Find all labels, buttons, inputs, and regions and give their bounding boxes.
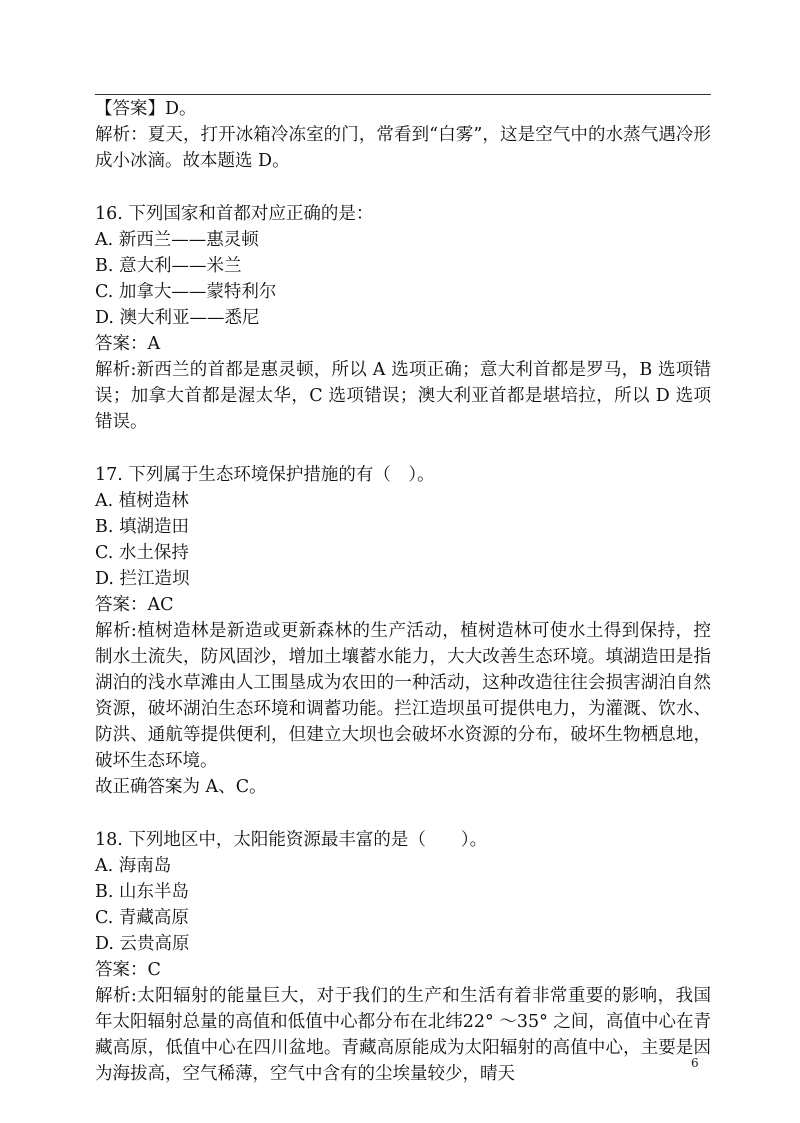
q16-option-b: B. 意大利——米兰 — [95, 256, 242, 276]
q16-option-a: A. 新西兰——惠灵顿 — [95, 230, 259, 250]
spacer — [95, 174, 711, 201]
q17-option-d: D. 拦江造坝 — [95, 569, 190, 589]
q17-conclusion: 故正确答案为 A、C。 — [95, 777, 267, 797]
q18-option-d: D. 云贵高原 — [95, 934, 190, 954]
page-content — [95, 96, 711, 1087]
q16-option-d: D. 澳大利亚——悉尼 — [95, 308, 260, 328]
q16-option-c: C. 加拿大——蒙特利尔 — [95, 282, 277, 302]
q17-answer: 答案：AC — [95, 595, 174, 615]
page-number: 6 — [691, 1056, 699, 1070]
header-rule — [95, 94, 711, 95]
q16-answer: 答案：A — [95, 334, 161, 354]
spacer — [95, 800, 711, 827]
q17-explanation: 解析:植树造林是新造或更新森林的生产活动，植树造林可使水土得到保持，控制水土流失，防风固沙，增加土壤蓄水能力，大大改善生态环境。填湖造田是指湖泊的浅水草滩由人工围垦成为农田的一种活动，这种改造往往会损害湖泊自然资源，破坏湖泊生态环境和调蓄功能。拦江造坝虽可提供电力，为灌溉、饮水、防洪、通航等提供便利，但建立大坝也会破坏水资源的分布，破坏生物栖息地，破坏生态环境。 — [95, 621, 711, 771]
q16-explanation: 解析:新西兰的首都是惠灵顿，所以 A 选项正确；意大利首都是罗马，B 选项错误；加拿大首都是渥太华，C 选项错误；澳大利亚首都是堪培拉，所以 D 选项错误。 — [95, 360, 711, 432]
q18-option-b: B. 山东半岛 — [95, 882, 189, 902]
q17-option-a: A. 植树造林 — [95, 491, 189, 511]
q18-answer: 答案：C — [95, 960, 161, 980]
q18-explanation: 解析:太阳辐射的能量巨大，对于我们的生产和生活有着非常重要的影响，我国年太阳辐射总量的高值和低值中心都分布在北纬22° ～35° 之间，高值中心在青藏高原，低值中心在四川盆地。青藏高原能成为太阳辐射的高值中心，主要是因为海拔高，空气稀薄，空气中含有的尘埃量较少，晴天 — [95, 986, 711, 1084]
q17-option-c: C. 水土保持 — [95, 543, 189, 563]
q15-answer: 【答案】D。 — [95, 99, 197, 119]
q17-question: 17. 下列属于生态环境保护措施的有（ ）。 — [95, 465, 435, 485]
q16-question: 16. 下列国家和首都对应正确的是： — [95, 204, 374, 224]
q18-option-a: A. 海南岛 — [95, 856, 172, 876]
q17-option-b: B. 填湖造田 — [95, 517, 189, 537]
spacer — [95, 435, 711, 462]
q15-explanation: 解析：夏天，打开冰箱冷冻室的门，常看到“白雾”，这是空气中的水蒸气遇冷形成小冰滴。故本题选 D。 — [95, 125, 711, 171]
q18-option-c: C. 青藏高原 — [95, 908, 189, 928]
q18-question: 18. 下列地区中，太阳能资源最丰富的是（ ）。 — [95, 830, 488, 850]
